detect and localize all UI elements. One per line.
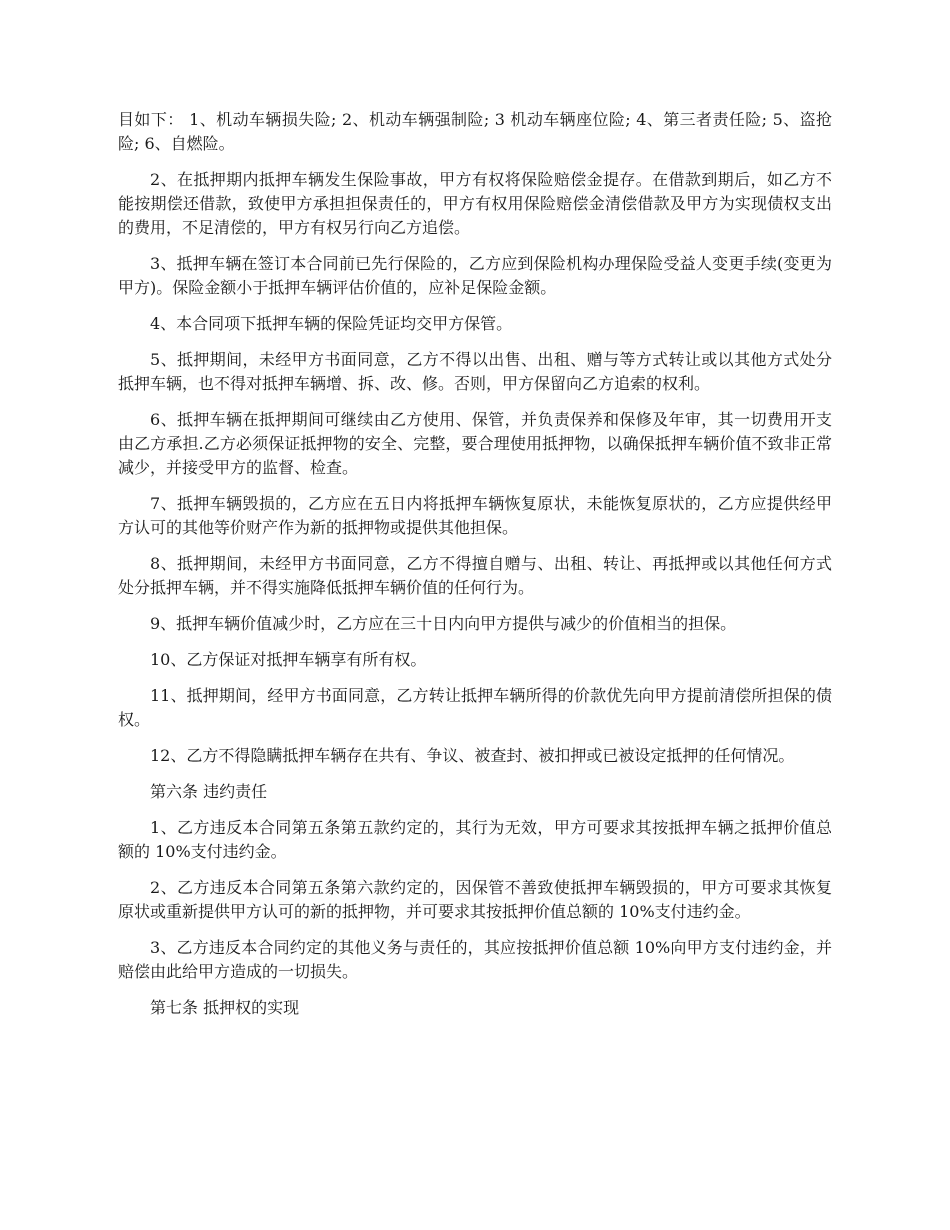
paragraph-clause-3: 3、抵押车辆在签订本合同前已先行保险的，乙方应到保险机构办理保险受益人变更手续(变更为甲方)。保险金额小于抵押车辆评估价值的，应补足保险金额。 [118, 254, 832, 297]
paragraph-clause-4: 4、本合同项下抵押车辆的保险凭证均交甲方保管。 [150, 314, 513, 333]
paragraph-article6-2: 2、乙方违反本合同第五条第六款约定的，因保管不善致使抵押车辆毁损的，甲方可要求其恢复原状或重新提供甲方认可的新的抵押物，并可要求其按抵押价值总额的 10%支付违约金。 [118, 878, 832, 921]
section-heading-article-7: 第七条 抵押权的实现 [150, 998, 300, 1017]
paragraph-article6-1: 1、乙方违反本合同第五条第五款约定的，其行为无效，甲方可要求其按抵押车辆之抵押价值总额的 10%支付违约金。 [118, 818, 832, 861]
paragraph-clause-2: 2、在抵押期内抵押车辆发生保险事故，甲方有权将保险赔偿金提存。在借款到期后，如乙方不能按期偿还借款，致使甲方承担担保责任的，甲方有权用保险赔偿金清偿借款及甲方为实现债权支出的费用，不足清偿的，甲方有权另行向乙方追偿。 [118, 170, 832, 237]
paragraph-clause-5: 5、抵押期间，未经甲方书面同意，乙方不得以出售、出租、赠与等方式转让或以其他方式处分抵押车辆，也不得对抵押车辆增、拆、改、修。否则，甲方保留向乙方追索的权利。 [118, 350, 832, 393]
paragraph-clause-12: 12、乙方不得隐瞒抵押车辆存在共有、争议、被查封、被扣押或已被设定抵押的任何情况。 [150, 746, 795, 765]
document-body [118, 108, 832, 1032]
paragraph-clause-9: 9、抵押车辆价值减少时，乙方应在三十日内向甲方提供与减少的价值相当的担保。 [150, 614, 737, 633]
paragraph-clause-10: 10、乙方保证对抵押车辆享有所有权。 [150, 650, 427, 669]
paragraph-clause-7: 7、抵押车辆毁损的，乙方应在五日内将抵押车辆恢复原状，未能恢复原状的，乙方应提供经甲方认可的其他等价财产作为新的抵押物或提供其他担保。 [118, 494, 832, 537]
section-heading-article-6: 第六条 违约责任 [150, 782, 268, 801]
paragraph-clause-11: 11、抵押期间，经甲方书面同意，乙方转让抵押车辆所得的价款优先向甲方提前清偿所担保的债权。 [118, 686, 832, 729]
paragraph-article6-3: 3、乙方违反本合同约定的其他义务与责任的，其应按抵押价值总额 10%向甲方支付违约金，并赔偿由此给甲方造成的一切损失。 [118, 938, 832, 981]
paragraph-clause-6: 6、抵押车辆在抵押期间可继续由乙方使用、保管，并负责保养和保修及年审，其一切费用开支由乙方承担.乙方必须保证抵押物的安全、完整，要合理使用抵押物，以确保抵押车辆价值不致非正常减少，并接受甲方的监督、检查。 [118, 410, 832, 477]
paragraph-clause-8: 8、抵押期间，未经甲方书面同意，乙方不得擅自赠与、出租、转让、再抵押或以其他任何方式处分抵押车辆，并不得实施降低抵押车辆价值的任何行为。 [118, 554, 832, 597]
paragraph-insurance-items: 目如下： 1、机动车辆损失险; 2、机动车辆强制险; 3 机动车辆座位险; 4、第三者责任险; 5、盗抢险; 6、自燃险。 [118, 110, 832, 153]
